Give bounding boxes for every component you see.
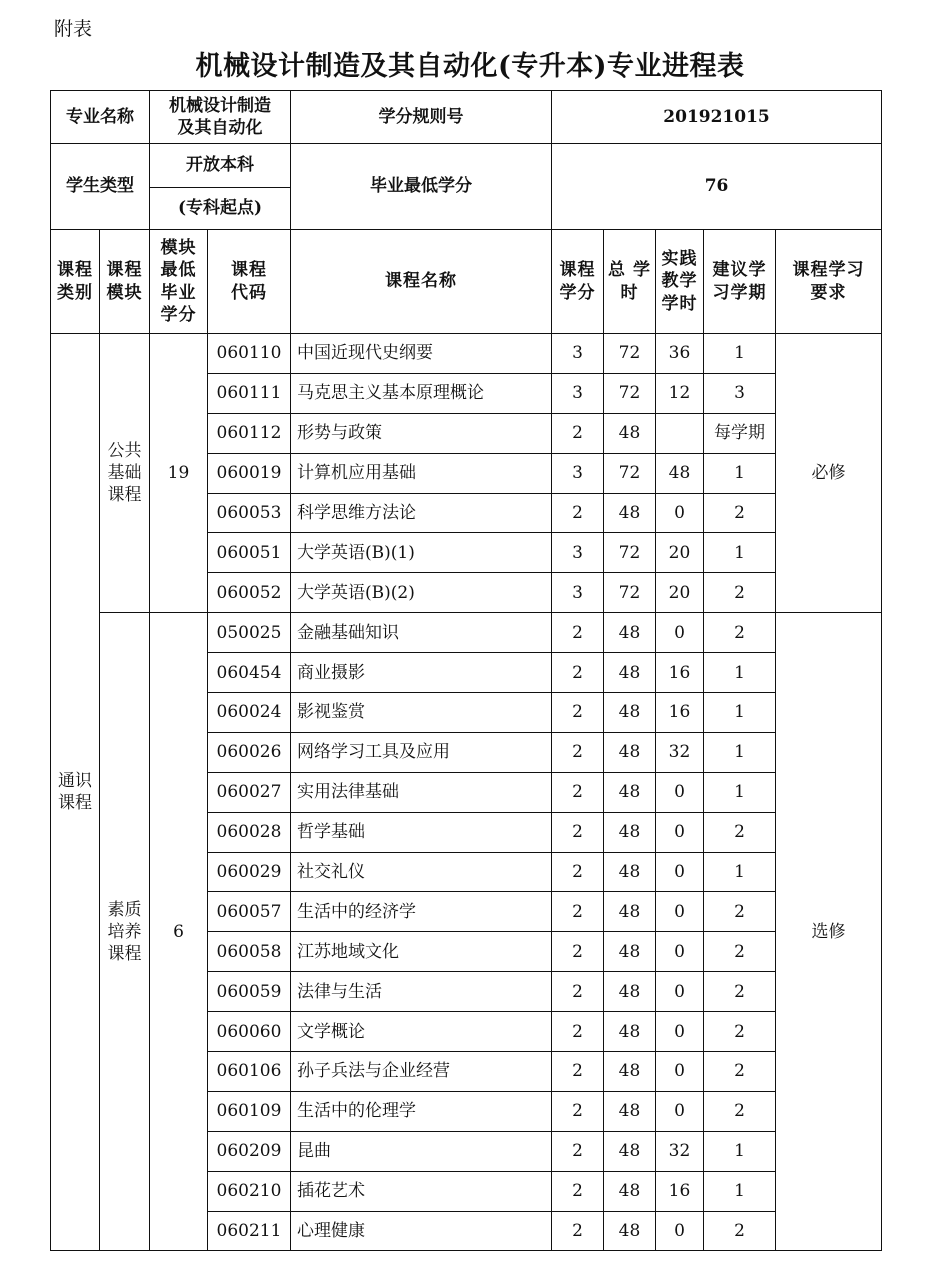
course-practice-hours: 48 bbox=[656, 453, 704, 493]
course-code: 060112 bbox=[208, 413, 291, 453]
course-name: 大学英语(B)(1) bbox=[291, 533, 552, 573]
course-credit: 2 bbox=[552, 732, 604, 772]
course-name: 社交礼仪 bbox=[291, 852, 552, 892]
course-term: 2 bbox=[704, 932, 776, 972]
course-term: 2 bbox=[704, 613, 776, 653]
requirement-public: 必修 bbox=[776, 334, 882, 613]
course-hours: 48 bbox=[604, 1052, 656, 1092]
course-code: 060019 bbox=[208, 453, 291, 493]
course-credit: 2 bbox=[552, 932, 604, 972]
course-term: 2 bbox=[704, 1052, 776, 1092]
course-name: 实用法律基础 bbox=[291, 772, 552, 812]
course-practice-hours: 20 bbox=[656, 533, 704, 573]
course-practice-hours: 0 bbox=[656, 1012, 704, 1052]
course-code: 060209 bbox=[208, 1131, 291, 1171]
course-name: 江苏地域文化 bbox=[291, 932, 552, 972]
course-term: 1 bbox=[704, 693, 776, 733]
course-credit: 2 bbox=[552, 1012, 604, 1052]
course-credit: 2 bbox=[552, 413, 604, 453]
course-term: 2 bbox=[704, 493, 776, 533]
table-row bbox=[51, 613, 882, 653]
min-credit-value: 76 bbox=[552, 144, 882, 230]
course-term: 2 bbox=[704, 812, 776, 852]
course-term: 1 bbox=[704, 732, 776, 772]
course-term: 1 bbox=[704, 453, 776, 493]
course-name: 法律与生活 bbox=[291, 972, 552, 1012]
major-value: 机械设计制造 及其自动化 bbox=[169, 95, 271, 138]
course-hours: 72 bbox=[604, 453, 656, 493]
requirement-quality: 选修 bbox=[776, 613, 882, 1251]
course-practice-hours bbox=[656, 413, 704, 453]
course-credit: 2 bbox=[552, 1171, 604, 1211]
course-name: 昆曲 bbox=[291, 1131, 552, 1171]
module-min-credit-quality: 6 bbox=[150, 613, 208, 1251]
module-cell-public: 公共 基础 课程 bbox=[107, 440, 142, 506]
course-name: 插花艺术 bbox=[291, 1171, 552, 1211]
course-credit: 2 bbox=[552, 1052, 604, 1092]
course-code: 060051 bbox=[208, 533, 291, 573]
course-credit: 2 bbox=[552, 1211, 604, 1251]
course-name: 网络学习工具及应用 bbox=[291, 732, 552, 772]
student-type-value: 开放本科 bbox=[150, 144, 291, 188]
course-practice-hours: 36 bbox=[656, 334, 704, 374]
course-credit: 2 bbox=[552, 1131, 604, 1171]
course-name: 孙子兵法与企业经营 bbox=[291, 1052, 552, 1092]
header-practice-hours: 实践 教学 学时 bbox=[661, 249, 698, 314]
module-cell-quality: 素质 培养 课程 bbox=[107, 899, 142, 964]
course-term: 每学期 bbox=[704, 413, 776, 453]
course-credit: 2 bbox=[552, 772, 604, 812]
course-name: 哲学基础 bbox=[291, 812, 552, 852]
course-name: 科学思维方法论 bbox=[291, 493, 552, 533]
course-practice-hours: 0 bbox=[656, 772, 704, 812]
course-code: 060027 bbox=[208, 772, 291, 812]
course-practice-hours: 0 bbox=[656, 1211, 704, 1251]
course-hours: 48 bbox=[604, 732, 656, 772]
course-hours: 72 bbox=[604, 334, 656, 374]
course-hours: 48 bbox=[604, 1131, 656, 1171]
course-credit: 2 bbox=[552, 613, 604, 653]
course-credit: 2 bbox=[552, 493, 604, 533]
course-code: 060053 bbox=[208, 493, 291, 533]
course-name: 形势与政策 bbox=[291, 413, 552, 453]
course-name: 中国近现代史纲要 bbox=[291, 334, 552, 374]
course-code: 060024 bbox=[208, 693, 291, 733]
course-credit: 2 bbox=[552, 972, 604, 1012]
course-term: 1 bbox=[704, 1171, 776, 1211]
course-hours: 48 bbox=[604, 812, 656, 852]
table-row bbox=[51, 334, 882, 374]
course-hours: 72 bbox=[604, 373, 656, 413]
header-code: 课程 代码 bbox=[231, 260, 267, 303]
course-hours: 48 bbox=[604, 653, 656, 693]
course-hours: 48 bbox=[604, 772, 656, 812]
course-hours: 48 bbox=[604, 1171, 656, 1211]
course-name: 马克思主义基本原理概论 bbox=[291, 373, 552, 413]
course-hours: 48 bbox=[604, 932, 656, 972]
column-header-row bbox=[51, 230, 882, 334]
course-credit: 3 bbox=[552, 533, 604, 573]
course-term: 2 bbox=[704, 573, 776, 613]
course-name: 商业摄影 bbox=[291, 653, 552, 693]
course-credit: 2 bbox=[552, 1091, 604, 1131]
course-credit: 2 bbox=[552, 852, 604, 892]
course-hours: 48 bbox=[604, 493, 656, 533]
course-term: 3 bbox=[704, 373, 776, 413]
course-name: 金融基础知识 bbox=[291, 613, 552, 653]
course-code: 060026 bbox=[208, 732, 291, 772]
course-code: 050025 bbox=[208, 613, 291, 653]
course-code: 060210 bbox=[208, 1171, 291, 1211]
course-code: 060109 bbox=[208, 1091, 291, 1131]
course-code: 060057 bbox=[208, 892, 291, 932]
course-name: 大学英语(B)(2) bbox=[291, 573, 552, 613]
course-hours: 48 bbox=[604, 613, 656, 653]
course-code: 060029 bbox=[208, 852, 291, 892]
course-code: 060111 bbox=[208, 373, 291, 413]
course-practice-hours: 0 bbox=[656, 1052, 704, 1092]
course-hours: 48 bbox=[604, 693, 656, 733]
header-term: 建议学 习学期 bbox=[712, 260, 767, 303]
student-type-note: (专科起点) bbox=[150, 188, 291, 230]
course-credit: 3 bbox=[552, 453, 604, 493]
course-code: 060106 bbox=[208, 1052, 291, 1092]
course-practice-hours: 16 bbox=[656, 1171, 704, 1211]
course-name: 计算机应用基础 bbox=[291, 453, 552, 493]
course-hours: 48 bbox=[604, 1211, 656, 1251]
course-credit: 3 bbox=[552, 373, 604, 413]
course-hours: 48 bbox=[604, 972, 656, 1012]
course-term: 1 bbox=[704, 852, 776, 892]
min-credit-label: 毕业最低学分 bbox=[291, 144, 552, 230]
header-credit: 课程 学分 bbox=[559, 260, 596, 303]
course-practice-hours: 0 bbox=[656, 852, 704, 892]
course-practice-hours: 0 bbox=[656, 1091, 704, 1131]
course-practice-hours: 16 bbox=[656, 693, 704, 733]
course-code: 060052 bbox=[208, 573, 291, 613]
course-hours: 48 bbox=[604, 1012, 656, 1052]
course-hours: 48 bbox=[604, 852, 656, 892]
course-code: 060454 bbox=[208, 653, 291, 693]
attachment-label: 附表 bbox=[54, 18, 93, 40]
course-credit: 2 bbox=[552, 653, 604, 693]
course-practice-hours: 0 bbox=[656, 892, 704, 932]
course-name: 生活中的伦理学 bbox=[291, 1091, 552, 1131]
course-term: 2 bbox=[704, 1091, 776, 1131]
course-practice-hours: 0 bbox=[656, 972, 704, 1012]
course-code: 060059 bbox=[208, 972, 291, 1012]
course-practice-hours: 12 bbox=[656, 373, 704, 413]
course-hours: 72 bbox=[604, 533, 656, 573]
course-practice-hours: 0 bbox=[656, 812, 704, 852]
course-hours: 72 bbox=[604, 573, 656, 613]
course-term: 1 bbox=[704, 533, 776, 573]
course-credit: 3 bbox=[552, 573, 604, 613]
student-type-label: 学生类型 bbox=[51, 144, 150, 230]
course-practice-hours: 0 bbox=[656, 493, 704, 533]
course-practice-hours: 16 bbox=[656, 653, 704, 693]
course-term: 2 bbox=[704, 1211, 776, 1251]
course-hours: 48 bbox=[604, 413, 656, 453]
course-name: 文学概论 bbox=[291, 1012, 552, 1052]
course-credit: 2 bbox=[552, 812, 604, 852]
course-name: 心理健康 bbox=[291, 1211, 552, 1251]
course-code: 060028 bbox=[208, 812, 291, 852]
course-term: 1 bbox=[704, 653, 776, 693]
page-title: 机械设计制造及其自动化(专升本)专业进程表 bbox=[195, 51, 745, 82]
course-code: 060211 bbox=[208, 1211, 291, 1251]
header-module-min-credit: 模块 最低 毕业 学分 bbox=[160, 238, 197, 325]
course-term: 2 bbox=[704, 1012, 776, 1052]
rule-label: 学分规则号 bbox=[291, 91, 552, 144]
course-hours: 48 bbox=[604, 892, 656, 932]
program-table bbox=[50, 90, 882, 1251]
course-code: 060058 bbox=[208, 932, 291, 972]
course-credit: 2 bbox=[552, 892, 604, 932]
course-name: 生活中的经济学 bbox=[291, 892, 552, 932]
header-category: 课程 类别 bbox=[57, 260, 93, 303]
course-term: 1 bbox=[704, 772, 776, 812]
header-module: 课程 模块 bbox=[106, 260, 143, 303]
course-credit: 2 bbox=[552, 693, 604, 733]
course-practice-hours: 32 bbox=[656, 1131, 704, 1171]
course-term: 1 bbox=[704, 1131, 776, 1171]
course-practice-hours: 32 bbox=[656, 732, 704, 772]
course-code: 060060 bbox=[208, 1012, 291, 1052]
course-practice-hours: 0 bbox=[656, 932, 704, 972]
course-code: 060110 bbox=[208, 334, 291, 374]
course-term: 2 bbox=[704, 972, 776, 1012]
header-requirement: 课程学习 要求 bbox=[792, 260, 865, 303]
module-min-credit-public: 19 bbox=[150, 334, 208, 613]
course-credit: 3 bbox=[552, 334, 604, 374]
category-cell: 通识 课程 bbox=[58, 771, 92, 814]
major-label: 专业名称 bbox=[51, 91, 150, 144]
course-practice-hours: 20 bbox=[656, 573, 704, 613]
header-hours: 总 学 时 bbox=[608, 260, 651, 303]
header-name: 课程名称 bbox=[291, 230, 552, 334]
course-term: 2 bbox=[704, 892, 776, 932]
rule-value: 201921015 bbox=[552, 91, 882, 144]
course-term: 1 bbox=[704, 334, 776, 374]
course-hours: 48 bbox=[604, 1091, 656, 1131]
course-name: 影视鉴赏 bbox=[291, 693, 552, 733]
course-practice-hours: 0 bbox=[656, 613, 704, 653]
